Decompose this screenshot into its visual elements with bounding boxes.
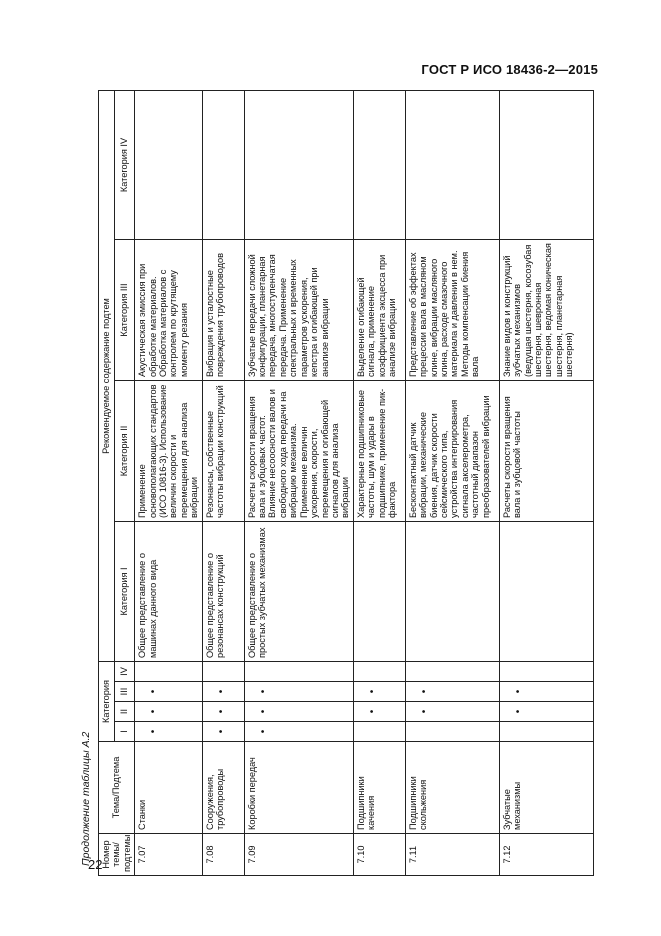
document-header: ГОСТ Р ИСО 18436-2—2015 [421,62,598,77]
row-cat1 [405,521,499,661]
row-mark [499,661,593,681]
row-cat2: Расчеты скорости вращения вала и зубцовых частот. Влияние несоосности валов и свободного хода передачи на вибрацию механизма. Применение величин ускорения, скорости, перемещения и огибающей сигналов для анализа вибрации [244,380,353,521]
row-topic: Сооружения, трубопроводы [202,742,244,834]
row-mark: • [405,702,499,722]
row-mark: • [244,682,353,702]
row-num: 7.08 [202,834,244,876]
row-mark: • [353,682,405,702]
row-cat4 [499,90,593,239]
row-mark: • [353,702,405,722]
row-topic: Станки [135,742,202,834]
row-mark [405,661,499,681]
row-num: 7.12 [499,834,593,876]
row-topic: Коробки передач [244,742,353,834]
table-caption: Продолжение таблицы А.2 [80,731,92,866]
row-cat1 [353,521,405,661]
row-cat1: Общее представление о машинах данного вида [135,521,202,661]
row-topic: Подшипники скольжения [405,742,499,834]
row-mark: • [202,682,244,702]
header-level-2: II [115,702,135,722]
row-cat2: Применение основополагающих стандартов (ИСО 10816-3). Использование величин скорости и перемещения для анализа вибрации [135,380,202,521]
row-mark: • [244,702,353,722]
header-cat-2: Категория II [115,380,135,521]
row-mark: • [405,682,499,702]
table-row [244,90,353,875]
table-row [202,90,244,875]
row-cat2: Бесконтактный датчик вибрации, механические биения, датчик скорости сейсмического типа, устройства интегрирования сигнала акселерометра, частотный диапазон преобразователей вибрации [405,380,499,521]
header-level-3: III [115,682,135,702]
page-number: 22 [88,857,103,872]
row-cat3: Знание видов и конструкций зубчатых механизмов (ведущая шестерня, косозубая шестерня, шевронная шестерня, ведомая коническая шестерня, планетарная шестерня) [499,239,593,380]
row-mark: • [202,722,244,742]
table-row [353,90,405,875]
row-cat1: Общее представление о простых зубчатых механизмах [244,521,353,661]
row-cat2: Характерные подшипниковые частоты, шум и удары в подшипнике, применение пик-фактора [353,380,405,521]
row-cat3: Вибрация и усталостные повреждения трубопроводов [202,239,244,380]
row-cat3: Выделение огибающей сигнала, применение коэффициента эксцесса при анализе вибрации [353,239,405,380]
header-topic: Тема/Подтема [99,742,135,834]
row-mark [244,661,353,681]
row-mark: • [135,682,202,702]
row-mark: • [202,702,244,722]
row-cat2: Расчеты скорости вращения вала и зубцовой частоты [499,380,593,521]
row-cat4 [405,90,499,239]
header-cat-4: Категория IV [115,90,135,239]
row-mark [405,722,499,742]
row-cat3: Представление об эффектах прецессии вала в масляном клине, вибрации масляного клина, расходе смазочного материала и давлении в нем. Методы компенсации биения вала [405,239,499,380]
row-topic: Зубчатые механизмы [499,742,593,834]
row-cat3: Зубчатые передачи сложной конфигурации, планетарная передача, многоступенчатая передача. Применение спектральных и временных параметров ускорения, кепстра и огибающей при анализе вибрации [244,239,353,380]
row-num: 7.07 [135,834,202,876]
row-num: 7.09 [244,834,353,876]
header-cat-1: Категория I [115,521,135,661]
header-level-4: IV [115,661,135,681]
table-row [405,90,499,875]
row-cat4 [353,90,405,239]
header-level-1: I [115,722,135,742]
header-category: Категория [99,661,115,741]
header-cat-3: Категория III [115,239,135,380]
row-mark: • [135,702,202,722]
table-row [135,90,202,875]
table-row [499,90,593,875]
row-mark: • [499,682,593,702]
row-topic: Подшипники качения [353,742,405,834]
row-cat3: Акустическая эмиссия при обработке материалов. Обработка материалов с контролем по крутящему моменту резания [135,239,202,380]
row-mark: • [499,702,593,722]
row-num: 7.10 [353,834,405,876]
topics-table [98,90,594,876]
row-cat2: Резонансы, собственные частоты вибрации конструкций [202,380,244,521]
row-num: 7.11 [405,834,499,876]
header-num: Номер темы/ подтемы [99,834,135,876]
row-cat4 [244,90,353,239]
row-mark [353,722,405,742]
row-cat4 [202,90,244,239]
row-cat1 [499,521,593,661]
row-mark [202,661,244,681]
row-cat4 [135,90,202,239]
row-mark [353,661,405,681]
row-cat1: Общее представление о резонансах конструкций [202,521,244,661]
row-mark [135,661,202,681]
rotated-table-page [80,86,575,876]
row-mark: • [244,722,353,742]
row-mark [499,722,593,742]
header-recommended: Рекомендуемое содержание подтем [99,90,115,661]
row-mark: • [135,722,202,742]
